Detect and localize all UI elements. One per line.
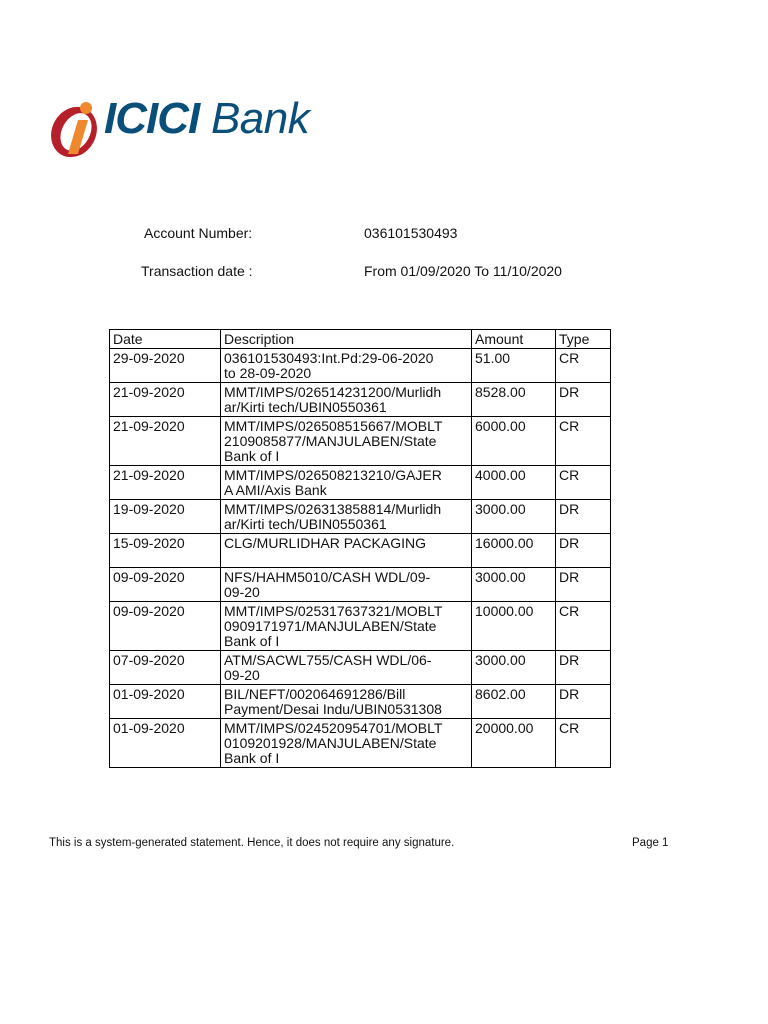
- table-row: [110, 685, 611, 719]
- table-row: [110, 568, 611, 602]
- cell-amount: 3000.00: [472, 568, 556, 602]
- cell-date: 29-09-2020: [110, 349, 221, 383]
- cell-description: [221, 651, 472, 685]
- cell-description: [221, 466, 472, 500]
- transactions-body: [110, 349, 611, 768]
- page-number: Page 1: [632, 837, 669, 849]
- cell-type: CR: [556, 719, 611, 768]
- cell-type: DR: [556, 534, 611, 568]
- cell-amount: 4000.00: [472, 466, 556, 500]
- cell-type: DR: [556, 685, 611, 719]
- table-row: [110, 602, 611, 651]
- description-line: CLG/MURLIDHAR PACKAGING: [224, 535, 426, 551]
- cell-type: DR: [556, 383, 611, 417]
- cell-date: 01-09-2020: [110, 685, 221, 719]
- description-line: 2109085877/MANJULABEN/State: [224, 433, 437, 449]
- description-line: MMT/IMPS/026313858814/Murlidh: [224, 501, 442, 517]
- description-line: BIL/NEFT/002064691286/Bill: [224, 686, 406, 702]
- header-amount: Amount: [472, 330, 556, 349]
- description-line: MMT/IMPS/024520954701/MOBLT: [224, 720, 443, 736]
- account-number-label: Account Number:: [144, 225, 253, 241]
- cell-description: [221, 417, 472, 466]
- cell-type: CR: [556, 349, 611, 383]
- cell-amount: 20000.00: [472, 719, 556, 768]
- account-number-value: 036101530493: [364, 225, 458, 241]
- transaction-date-value: From 01/09/2020 To 11/10/2020: [364, 263, 562, 279]
- system-generated-note: This is a system-generated statement. Hence, it does not require any signature.: [49, 837, 455, 849]
- transactions-table: [109, 329, 611, 768]
- table-row: [110, 383, 611, 417]
- cell-amount: 3000.00: [472, 500, 556, 534]
- cell-date: 19-09-2020: [110, 500, 221, 534]
- description-line: ar/Kirti tech/UBIN0550361: [224, 399, 387, 415]
- description-line: 0909171971/MANJULABEN/State: [224, 618, 437, 634]
- cell-amount: 10000.00: [472, 602, 556, 651]
- cell-type: DR: [556, 500, 611, 534]
- table-row: [110, 466, 611, 500]
- description-line: 09-20: [224, 667, 260, 683]
- description-line: ar/Kirti tech/UBIN0550361: [224, 516, 387, 532]
- transaction-date-label: Transaction date :: [141, 263, 253, 279]
- cell-description: [221, 568, 472, 602]
- table-row: [110, 651, 611, 685]
- header-date: Date: [110, 330, 221, 349]
- icici-bank-logo: [48, 96, 378, 164]
- table-row: [110, 719, 611, 768]
- description-line: 09-20: [224, 584, 260, 600]
- cell-date: 09-09-2020: [110, 568, 221, 602]
- description-line: [224, 551, 468, 566]
- header-description: Description: [221, 330, 472, 349]
- cell-type: DR: [556, 651, 611, 685]
- cell-type: DR: [556, 568, 611, 602]
- table-header-row: [110, 330, 611, 349]
- cell-date: 21-09-2020: [110, 383, 221, 417]
- cell-date: 21-09-2020: [110, 417, 221, 466]
- cell-description: [221, 383, 472, 417]
- table-row: [110, 349, 611, 383]
- description-line: ATM/SACWL755/CASH WDL/06-: [224, 652, 432, 668]
- description-line: MMT/IMPS/025317637321/MOBLT: [224, 603, 443, 619]
- description-line: 036101530493:Int.Pd:29-06-2020: [224, 350, 434, 366]
- description-line: to 28-09-2020: [224, 365, 312, 381]
- cell-date: 15-09-2020: [110, 534, 221, 568]
- wordmark-bank: Bank: [199, 94, 310, 143]
- cell-amount: 16000.00: [472, 534, 556, 568]
- wordmark-icici: ICICI: [104, 94, 200, 143]
- description-line: Bank of I: [224, 750, 280, 766]
- header-type: Type: [556, 330, 611, 349]
- cell-description: [221, 602, 472, 651]
- cell-description: [221, 349, 472, 383]
- cell-type: CR: [556, 602, 611, 651]
- description-line: Payment/Desai Indu/UBIN0531308: [224, 701, 442, 717]
- description-line: Bank of I: [224, 448, 280, 464]
- description-line: MMT/IMPS/026508515667/MOBLT: [224, 418, 443, 434]
- cell-amount: 3000.00: [472, 651, 556, 685]
- table-row: [110, 500, 611, 534]
- cell-description: [221, 500, 472, 534]
- cell-type: CR: [556, 417, 611, 466]
- cell-description: [221, 719, 472, 768]
- description-line: MMT/IMPS/026508213210/GAJER: [224, 467, 442, 483]
- cell-amount: 51.00: [472, 349, 556, 383]
- bank-name-wordmark: [104, 94, 309, 144]
- cell-date: 09-09-2020: [110, 602, 221, 651]
- cell-amount: 8602.00: [472, 685, 556, 719]
- cell-type: CR: [556, 466, 611, 500]
- cell-date: 07-09-2020: [110, 651, 221, 685]
- description-line: 0109201928/MANJULABEN/State: [224, 735, 437, 751]
- cell-date: 01-09-2020: [110, 719, 221, 768]
- cell-description: [221, 534, 472, 568]
- cell-description: [221, 685, 472, 719]
- icici-i-emblem-icon: [48, 96, 108, 164]
- description-line: NFS/HAHM5010/CASH WDL/09-: [224, 569, 431, 585]
- cell-date: 21-09-2020: [110, 466, 221, 500]
- cell-amount: 8528.00: [472, 383, 556, 417]
- description-line: Bank of I: [224, 633, 280, 649]
- cell-amount: 6000.00: [472, 417, 556, 466]
- table-row: [110, 534, 611, 568]
- description-line: A AMI/Axis Bank: [224, 482, 327, 498]
- table-row: [110, 417, 611, 466]
- description-line: MMT/IMPS/026514231200/Murlidh: [224, 384, 442, 400]
